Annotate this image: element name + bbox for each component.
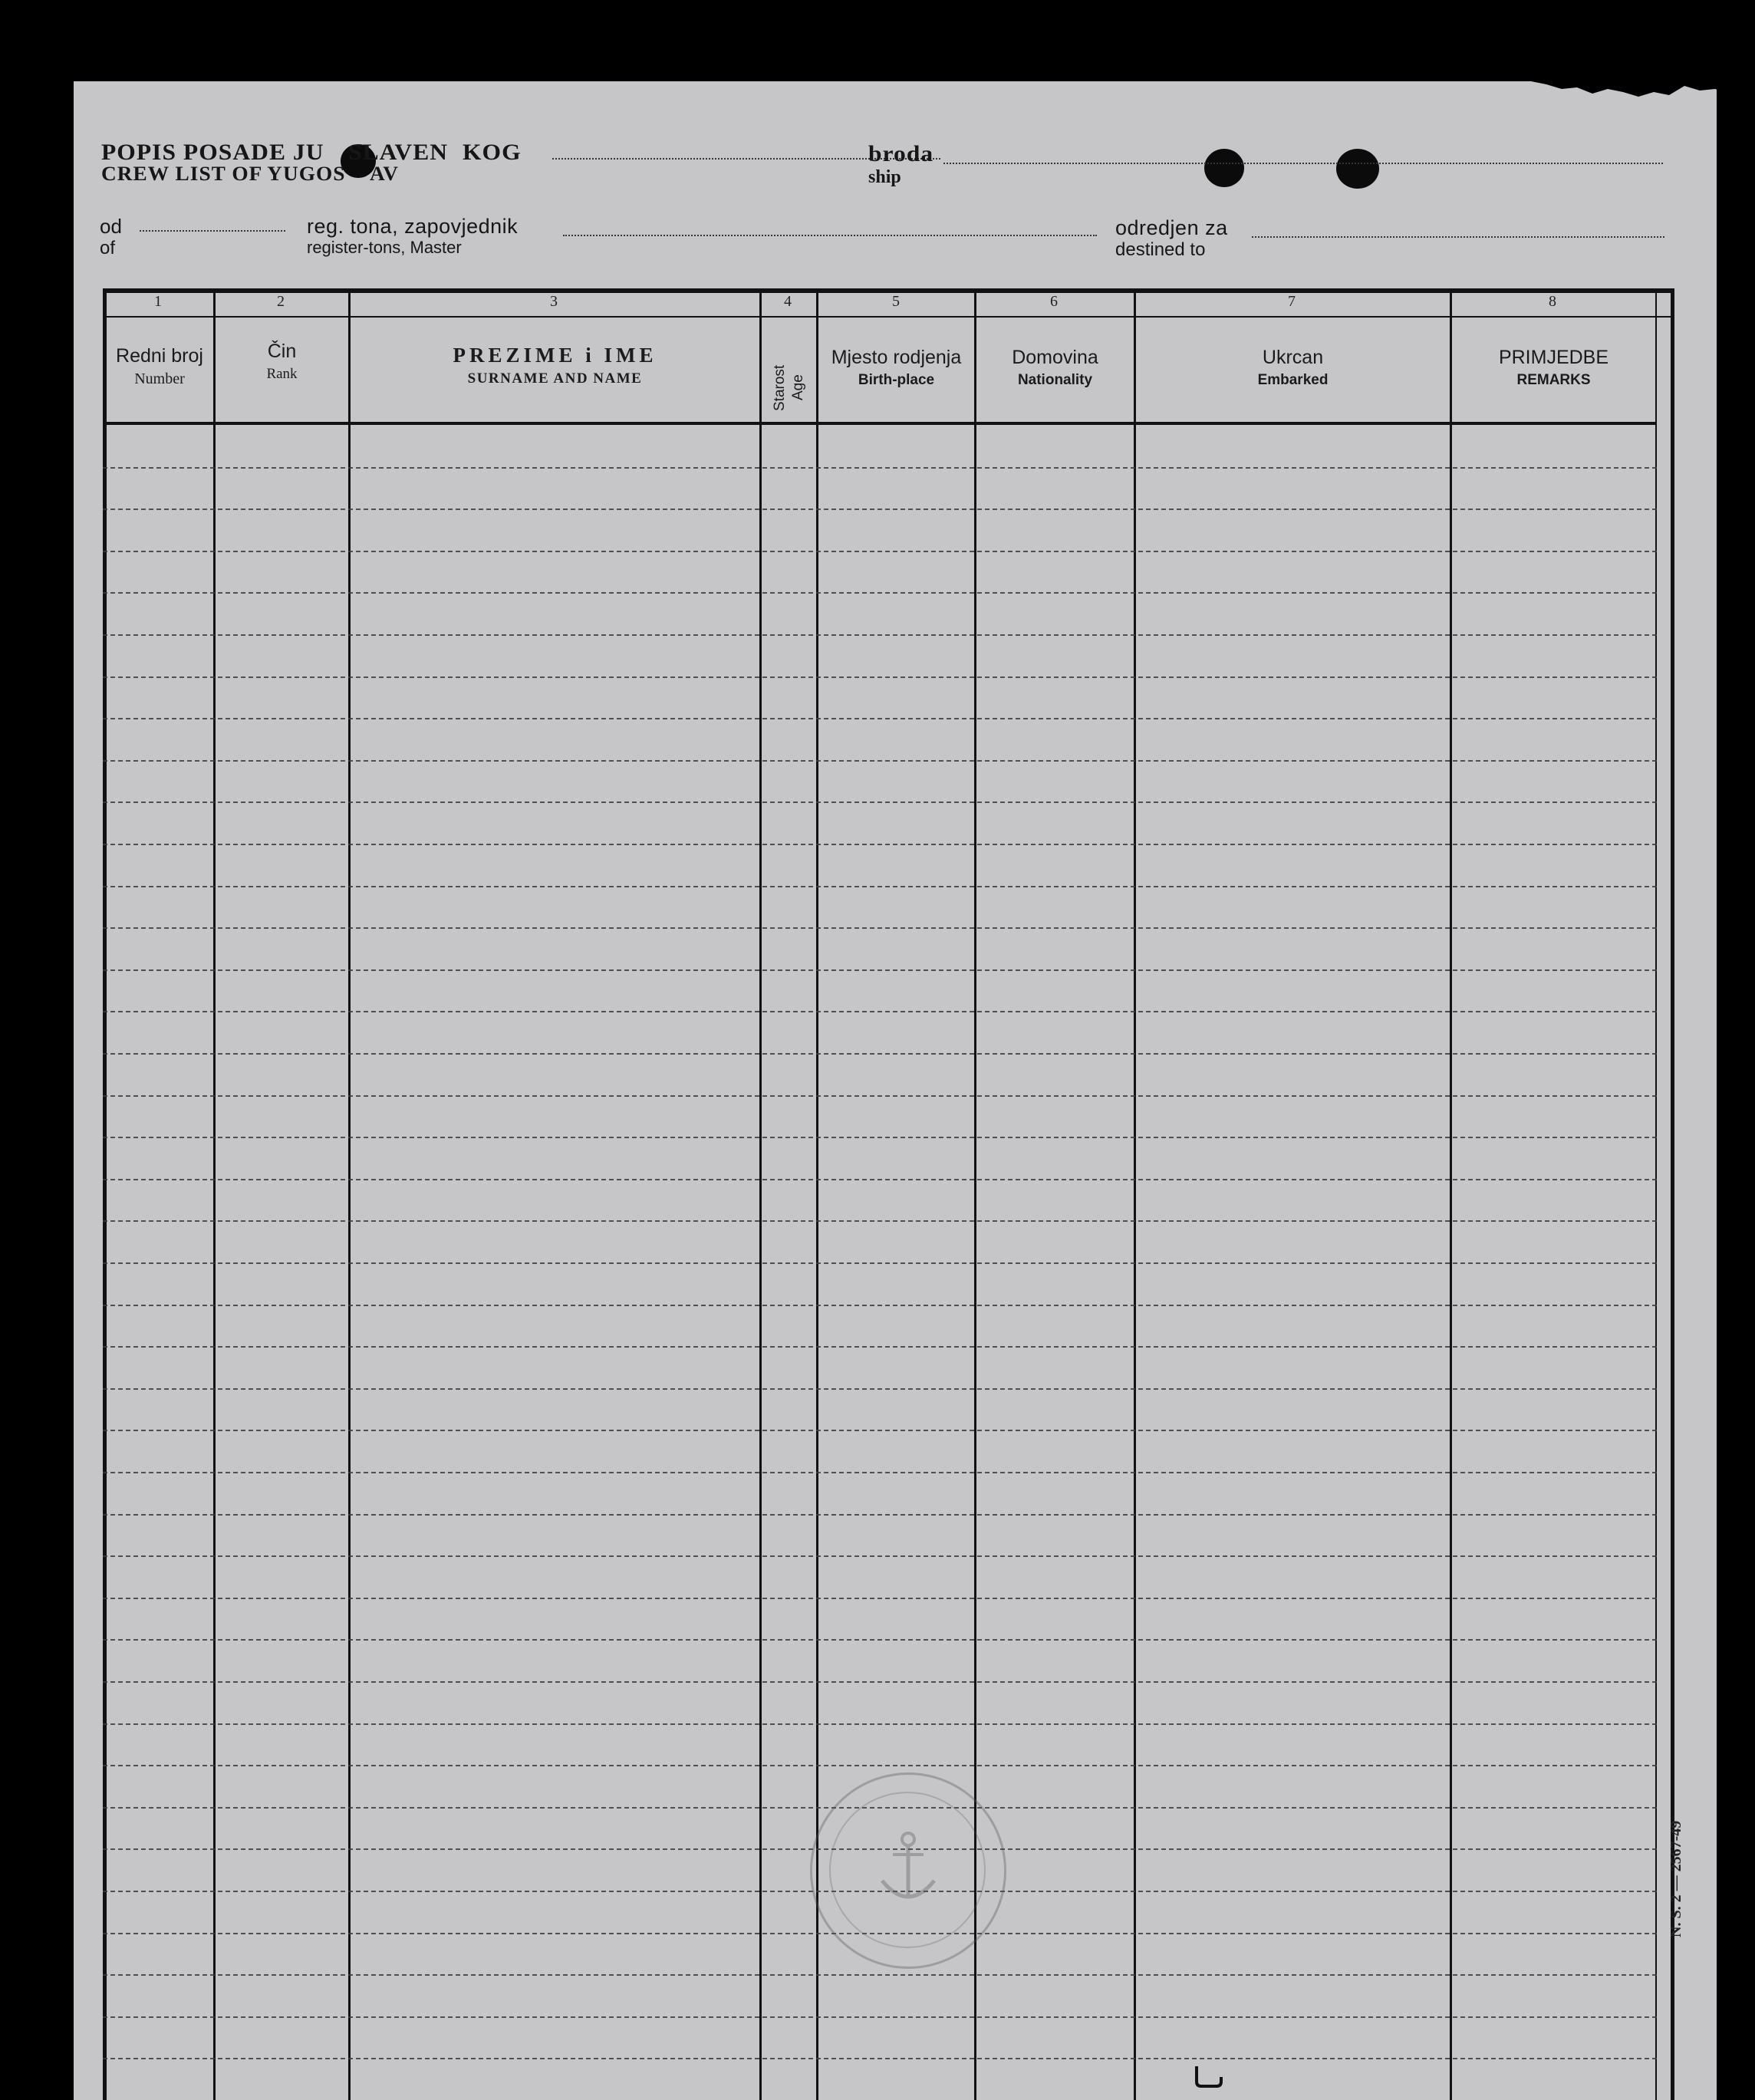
anchor-icon (870, 1821, 947, 1913)
ship-field[interactable] (943, 163, 1663, 164)
header-name (351, 344, 759, 387)
header-remarks-sub: REMARKS (1516, 372, 1591, 388)
header-number (106, 345, 213, 388)
column-number: 5 (892, 293, 900, 310)
column-number-divider (103, 316, 1671, 318)
table-row[interactable] (103, 801, 1657, 803)
header-embarked-label: Ukrcan (1262, 347, 1324, 368)
destination-field[interactable] (1252, 236, 1664, 238)
of-label: of (100, 238, 116, 258)
header-rank-sub: Rank (266, 366, 298, 382)
table-row[interactable] (103, 760, 1657, 762)
header-number-sub: Number (134, 370, 185, 387)
header-bottom-rule (103, 422, 1657, 425)
table-row[interactable] (103, 1598, 1657, 1599)
table-row[interactable] (103, 634, 1657, 636)
ship-label: ship (868, 167, 901, 187)
header-remarks-label: PRIMJEDBE (1498, 347, 1609, 368)
column-number: 7 (1288, 293, 1296, 310)
torn-edge (1454, 81, 1717, 112)
table-row[interactable] (103, 2016, 1657, 2018)
table-row[interactable] (103, 1723, 1657, 1725)
table-row[interactable] (103, 2058, 1657, 2059)
header-birthplace (818, 347, 974, 389)
header-nationality (976, 347, 1134, 389)
table-row[interactable] (103, 592, 1657, 594)
column-number: 2 (277, 293, 285, 310)
table-row[interactable] (103, 1262, 1657, 1264)
table-row[interactable] (103, 1011, 1657, 1012)
crew-list-form (74, 81, 1717, 2100)
odredjen-za-label: odredjen za (1115, 216, 1228, 239)
header-age-label: Starost (772, 364, 788, 411)
table-row[interactable] (103, 718, 1657, 719)
remarks-inner-rule (1655, 293, 1657, 2100)
table-row[interactable] (103, 1137, 1657, 1138)
header-embarked-sub: Embarked (1257, 372, 1329, 388)
header-name-label: PREZIME i IME (453, 344, 657, 367)
column-divider (213, 293, 216, 2100)
clip-mark (1194, 2065, 1224, 2088)
master-field[interactable] (563, 235, 1097, 236)
register-tons-master-label: register-tons, Master (307, 238, 462, 257)
table-row[interactable] (103, 1765, 1657, 1766)
table-row[interactable] (103, 1514, 1657, 1516)
od-label: od (100, 215, 122, 238)
table-row[interactable] (103, 969, 1657, 971)
header-birthplace-label: Mjesto rodjenja (831, 347, 962, 368)
column-number: 6 (1050, 293, 1058, 310)
punch-hole (1336, 149, 1379, 189)
table-row[interactable] (103, 927, 1657, 929)
table-row[interactable] (103, 1555, 1657, 1557)
title-english: CREW LIST OF YUGOS AV (101, 163, 400, 185)
table-row[interactable] (103, 1639, 1657, 1641)
table-row[interactable] (103, 551, 1657, 552)
title-croatian: POPIS POSADE JU SLAVEN KOG (101, 140, 522, 165)
table-row[interactable] (103, 1053, 1657, 1055)
print-code: N. S. 2 — 2567-49 (1668, 1820, 1684, 1937)
table-row[interactable] (103, 509, 1657, 510)
column-number: 4 (784, 293, 792, 310)
destined-to-label: destined to (1115, 239, 1206, 260)
column-number: 1 (154, 293, 162, 310)
column-divider (816, 293, 818, 2100)
column-divider (1450, 293, 1452, 2100)
table-row[interactable] (103, 844, 1657, 845)
table-row[interactable] (103, 1220, 1657, 1222)
table-border-left (103, 288, 107, 2100)
header-number-label: Redni broj (116, 345, 203, 367)
table-row[interactable] (103, 1388, 1657, 1390)
column-number: 8 (1549, 293, 1556, 310)
table-row[interactable] (103, 1305, 1657, 1306)
header-birthplace-sub: Birth-place (858, 372, 935, 388)
header-name-sub: SURNAME AND NAME (467, 370, 643, 387)
table-row[interactable] (103, 1346, 1657, 1348)
header-nationality-label: Domovina (1012, 347, 1098, 368)
column-divider (759, 293, 762, 2100)
table-row[interactable] (103, 676, 1657, 678)
table-row[interactable] (103, 467, 1657, 469)
column-divider (348, 293, 351, 2100)
header-rank (216, 341, 348, 383)
header-rank-label: Čin (267, 341, 297, 362)
anchor-stamp (810, 1772, 1006, 1969)
column-divider (1134, 293, 1136, 2100)
table-row[interactable] (103, 1681, 1657, 1683)
reg-tons-label: reg. tona, zapovjednik (307, 215, 519, 238)
table-row[interactable] (103, 1430, 1657, 1431)
table-row[interactable] (103, 1974, 1657, 1976)
header-nationality-sub: Nationality (1017, 372, 1093, 388)
table-row[interactable] (103, 1179, 1657, 1180)
od-field[interactable] (140, 230, 285, 232)
header-remarks (1452, 347, 1655, 389)
table-row[interactable] (103, 886, 1657, 887)
table-row[interactable] (103, 1095, 1657, 1097)
table-row[interactable] (103, 1472, 1657, 1473)
header-embarked (1136, 347, 1450, 389)
broda-label: broda (868, 141, 934, 166)
punch-hole (1204, 149, 1244, 187)
column-number: 3 (550, 293, 558, 310)
header-age-sub: Age (790, 374, 806, 400)
